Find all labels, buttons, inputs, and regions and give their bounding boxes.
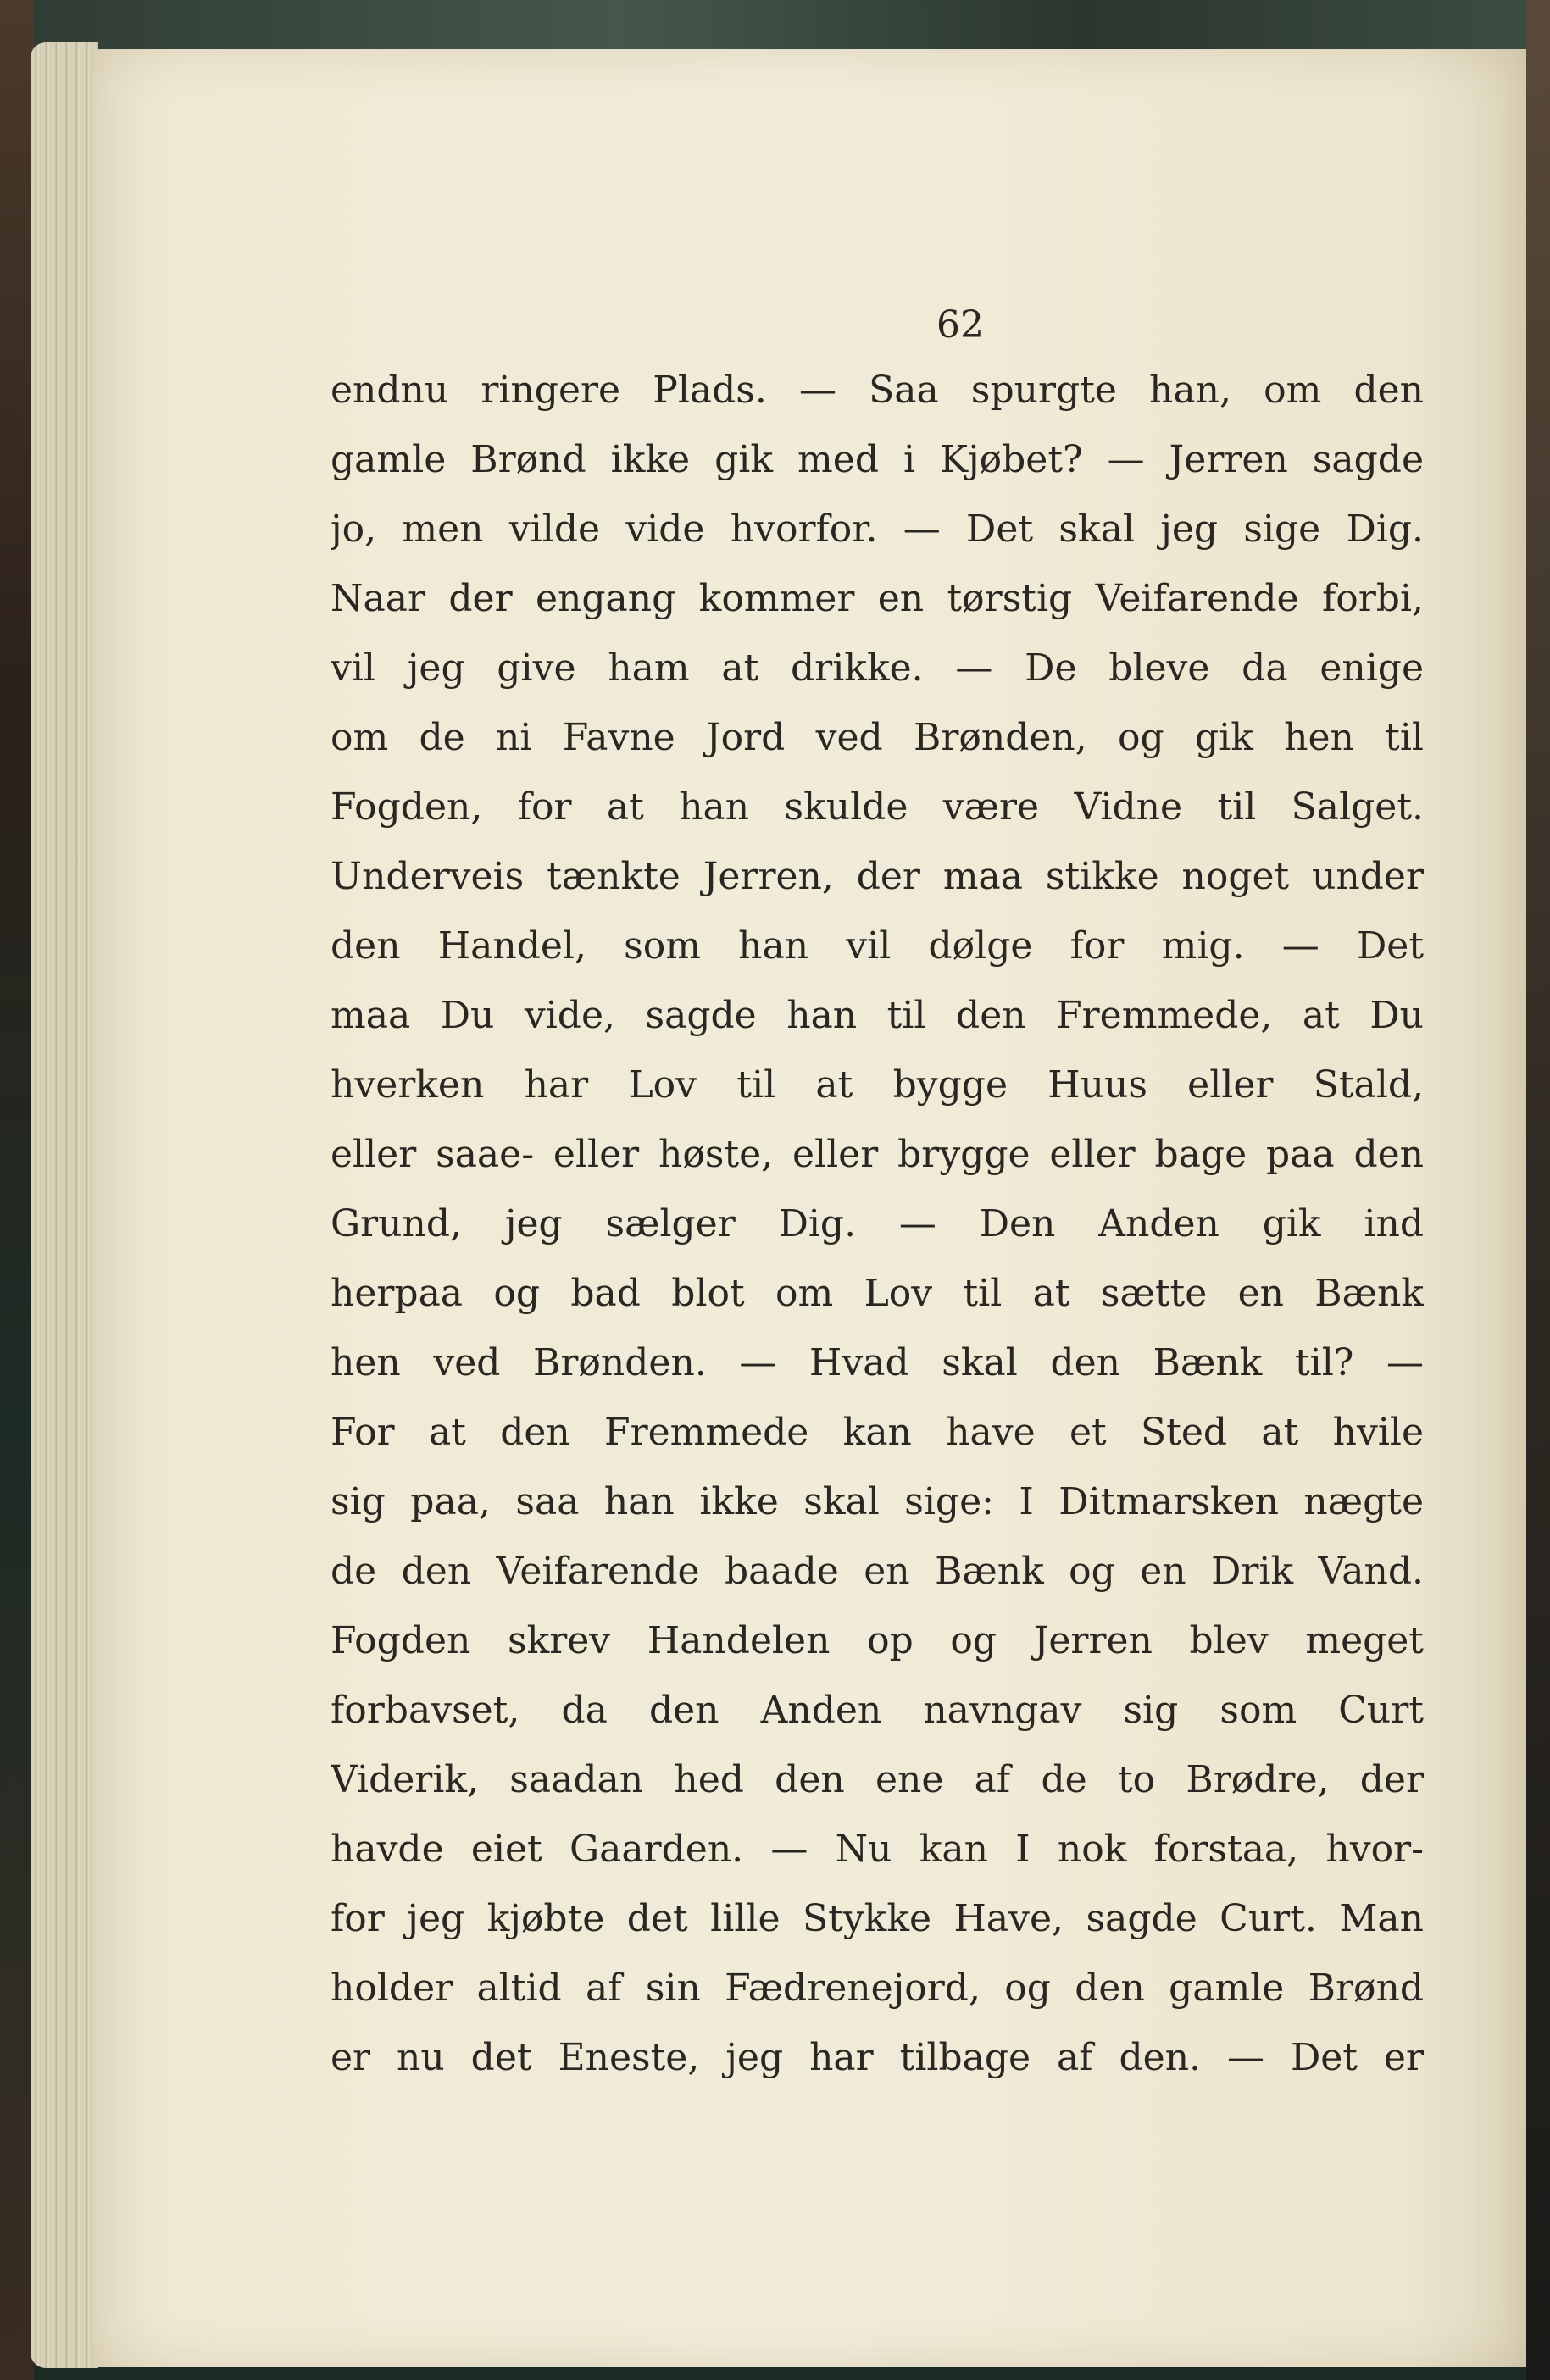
text-line: For at den Fremmede kan have et Sted at hvile (331, 1411, 1424, 1454)
text-line: jo, men vilde vide hvorfor. — Det skal jeg sige Dig. (331, 508, 1424, 551)
text-line: Fogden skrev Handelen op og Jerren blev meget (331, 1619, 1424, 1662)
page-number: 62 (936, 303, 984, 347)
text-line: gamle Brønd ikke gik med i Kjøbet? — Jerren sagde (331, 438, 1424, 481)
page-edges (31, 42, 98, 2368)
text-line: Underveis tænkte Jerren, der maa stikke noget under (331, 855, 1424, 898)
text-line: hverken har Lov til at bygge Huus eller Stald, (331, 1063, 1424, 1107)
text-line: havde eiet Gaarden. — Nu kan I nok forstaa, hvor- (331, 1828, 1424, 1871)
text-line: maa Du vide, sagde han til den Fremmede, at Du (331, 994, 1424, 1037)
text-line: Naar der engang kommer en tørstig Veifarende forbi, (331, 577, 1424, 620)
text-line: Viderik, saadan hed den ene af de to Brødre, der (331, 1758, 1424, 1801)
text-line: den Handel, som han vil dølge for mig. — Det (331, 924, 1424, 968)
text-line: vil jeg give ham at drikke. — De bleve da enige (331, 646, 1424, 690)
text-line: er nu det Eneste, jeg har tilbage af den. — Det er (331, 2036, 1424, 2079)
text-line: sig paa, saa han ikke skal sige: I Ditmarsken nægte (331, 1480, 1424, 1523)
text-line: eller saae- eller høste, eller brygge eller bage paa den (331, 1133, 1424, 1176)
text-line: Grund, jeg sælger Dig. — Den Anden gik ind (331, 1202, 1424, 1245)
book-cover-top (0, 0, 1550, 51)
text-line: Fogden, for at han skulde være Vidne til Salget. (331, 785, 1424, 829)
text-line: om de ni Favne Jord ved Brønden, og gik hen til (331, 716, 1424, 759)
text-line: holder altid af sin Fædrenejord, og den gamle Brønd (331, 1967, 1424, 2010)
text-line: herpaa og bad blot om Lov til at sætte en Bænk (331, 1272, 1424, 1315)
text-line: for jeg kjøbte det lille Stykke Have, sagde Curt. Man (331, 1897, 1424, 1940)
book-cover-left (0, 0, 34, 2380)
text-line: de den Veifarende baade en Bænk og en Drik Vand. (331, 1550, 1424, 1593)
text-line: hen ved Brønden. — Hvad skal den Bænk til? — (331, 1341, 1424, 1384)
text-line: endnu ringere Plads. — Saa spurgte han, om den (331, 369, 1424, 412)
book-cover-right (1526, 0, 1550, 2380)
text-line: forbavset, da den Anden navngav sig som Curt (331, 1689, 1424, 1732)
